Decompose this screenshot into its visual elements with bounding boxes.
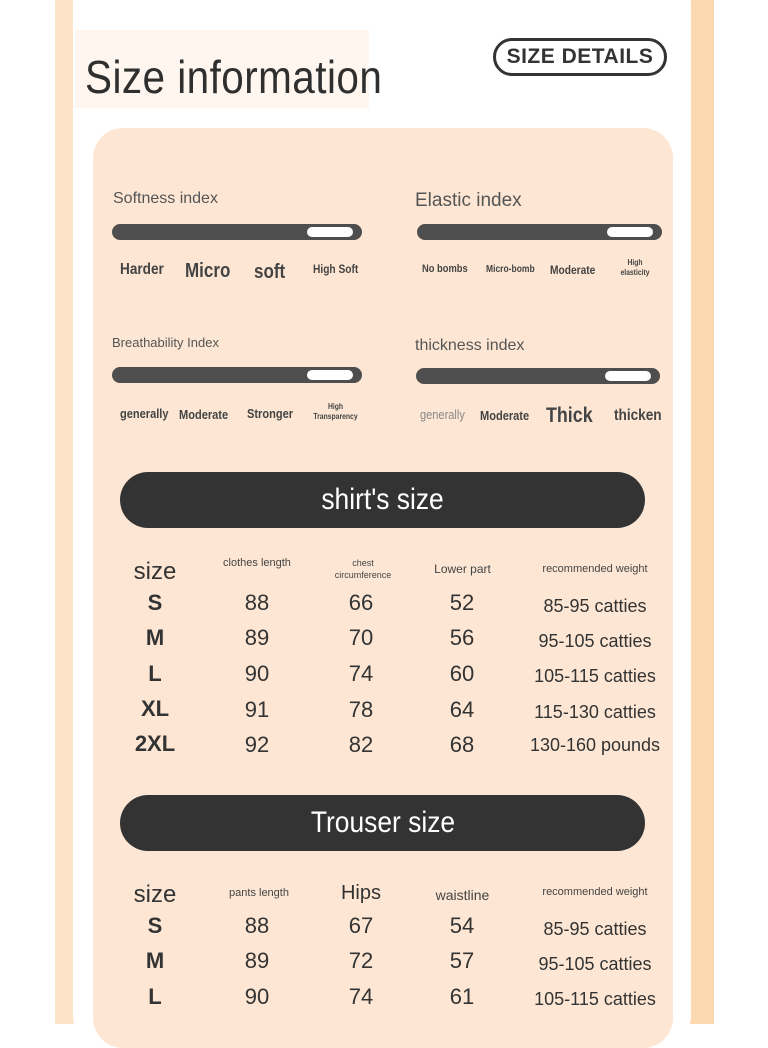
trouser-waist-cell: 57 (449, 948, 475, 973)
trouser-waist-cell: 61 (449, 984, 475, 1009)
shirt-weight-cell: 105-115 catties (534, 666, 656, 686)
shirt-header-weight: recommended weight (542, 563, 648, 575)
breathability-level-3: Stronger (247, 406, 294, 421)
shirt-chest-cell: 74 (348, 661, 374, 686)
shirt-chest-cell: 70 (348, 625, 374, 650)
thickness-level-2: Moderate (480, 408, 530, 423)
breathability-level-4: High Transparency (313, 402, 358, 421)
elastic-level-1: No bombs (422, 263, 468, 275)
thickness-level-3: Thick (546, 404, 593, 427)
shirt-length-cell: 88 (244, 590, 270, 615)
thickness-index-title: thickness index (415, 337, 525, 354)
softness-slider-knob (307, 227, 353, 237)
trouser-weight-cell: 85-95 catties (543, 919, 647, 939)
trouser-size-banner-label: Trouser size (310, 806, 455, 839)
shirt-lower-cell: 64 (449, 697, 475, 722)
trouser-hips-cell: 74 (348, 984, 374, 1009)
trouser-header-hips: Hips (340, 882, 381, 904)
thickness-slider (416, 368, 660, 384)
page-title: Size information (85, 51, 383, 103)
shirt-size-cell: M (145, 625, 165, 650)
elastic-level-2: Micro-bomb (486, 264, 535, 275)
shirt-lower-cell: 68 (449, 732, 475, 757)
shirt-weight-cell: 95-105 catties (538, 631, 652, 651)
shirt-chest-cell: 82 (348, 732, 374, 757)
shirt-weight-cell: 130-160 pounds (529, 735, 661, 755)
softness-level-2: Micro (185, 260, 231, 282)
softness-level-3: soft (254, 261, 286, 283)
softness-level-1: Harder (120, 261, 164, 278)
breathability-level-1: generally (120, 406, 169, 421)
shirt-length-cell: 91 (244, 697, 270, 722)
trouser-weight-cell: 95-105 catties (538, 954, 652, 974)
shirt-length-cell: 89 (244, 625, 270, 650)
trouser-header-waist: waistline (435, 887, 490, 903)
shirt-lower-cell: 60 (449, 661, 475, 686)
elastic-slider-knob (607, 227, 653, 237)
softness-level-4: High Soft (313, 262, 359, 276)
trouser-length-cell: 90 (244, 984, 270, 1009)
elastic-level-3: Moderate (550, 263, 596, 277)
shirt-weight-cell: 85-95 catties (543, 596, 647, 616)
shirt-size-cell: S (147, 590, 163, 615)
shirt-size-banner (120, 472, 645, 528)
shirt-length-cell: 90 (244, 661, 270, 686)
shirt-size-banner-label: shirt's size (321, 483, 444, 516)
breathability-slider-knob (307, 370, 353, 380)
shirt-lower-cell: 56 (449, 625, 475, 650)
trouser-size-banner (120, 795, 645, 851)
trouser-length-cell: 89 (244, 948, 270, 973)
trouser-weight-cell: 105-115 catties (534, 989, 656, 1009)
shirt-length-cell: 92 (244, 732, 270, 757)
shirt-size-cell: L (148, 661, 162, 686)
size-details-button[interactable]: SIZE DETAILS (493, 38, 667, 76)
trouser-size-cell: S (147, 913, 163, 938)
trouser-header-weight: recommended weight (542, 886, 648, 898)
shirt-lower-cell: 52 (449, 590, 475, 615)
thickness-level-4: thicken (614, 407, 662, 424)
shirt-header-chest: chest circumference (334, 558, 392, 580)
shirt-size-cell: 2XL (134, 731, 176, 756)
elastic-slider (417, 224, 662, 240)
trouser-header-size: size (133, 881, 177, 908)
trouser-size-cell: M (145, 948, 165, 973)
trouser-size-cell: L (148, 984, 162, 1009)
trouser-hips-cell: 67 (348, 913, 374, 938)
shirt-chest-cell: 78 (348, 697, 374, 722)
left-frame-strip (55, 0, 75, 1024)
softness-slider (112, 224, 362, 240)
thickness-slider-knob (605, 371, 651, 381)
elastic-level-4: High elasticity (620, 258, 650, 277)
breathability-index-title: Breathability Index (112, 335, 219, 350)
shirt-header-size: size (133, 558, 177, 585)
shirt-header-length: clothes length (223, 557, 291, 569)
trouser-header-length: pants length (229, 887, 289, 899)
trouser-waist-cell: 54 (449, 913, 475, 938)
softness-index-title: Softness index (113, 190, 218, 207)
elastic-index-title: Elastic index (415, 190, 522, 211)
thickness-level-1: generally (420, 407, 465, 422)
shirt-header-lower: Lower part (434, 562, 491, 576)
right-frame-strip (690, 0, 714, 1024)
breathability-level-2: Moderate (179, 407, 229, 422)
trouser-hips-cell: 72 (348, 948, 374, 973)
trouser-length-cell: 88 (244, 913, 270, 938)
shirt-chest-cell: 66 (348, 590, 374, 615)
breathability-slider (112, 367, 362, 383)
shirt-weight-cell: 115-130 catties (534, 702, 656, 722)
shirt-size-cell: XL (140, 696, 170, 721)
